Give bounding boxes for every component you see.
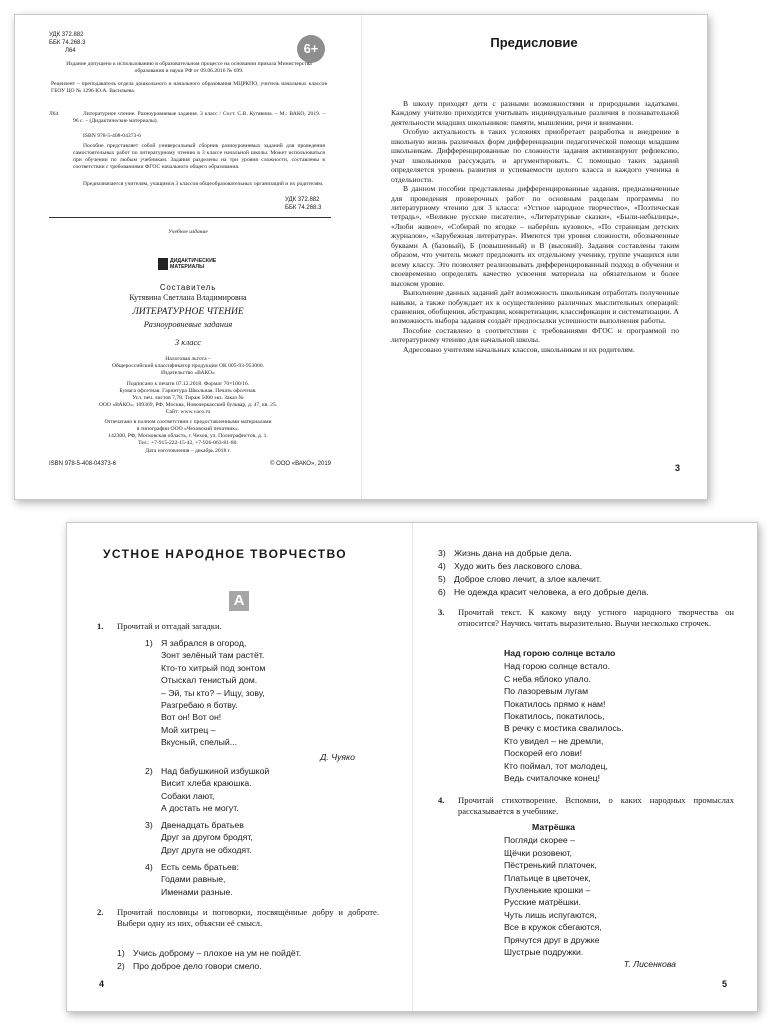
printing-note-1: Отпечатано в полном соответствии с предоставленными материалами xyxy=(104,419,272,425)
poem-line: Над горою солнце встало. xyxy=(504,661,611,672)
page-number-4: 4 xyxy=(99,979,105,989)
copyright: © ООО «ВАКО», 2019 xyxy=(269,461,331,467)
riddle-2-number: 2) xyxy=(145,766,153,776)
udk-right: УДК 372.882 xyxy=(285,197,320,203)
udk-label: УДК xyxy=(49,32,61,38)
printing-note-2: в типографии ООО «Чеховский печатник». xyxy=(136,426,240,432)
poem-2 xyxy=(504,821,704,971)
task-4-text: Прочитай стихотворение. Вспомни, о каких народных промыслах рассказывается в учебнике. xyxy=(458,795,734,816)
bbk-right: ББК 74.268.3 xyxy=(285,205,322,211)
book-title: ЛИТЕРАТУРНОЕ ЧТЕНИЕ xyxy=(132,307,244,317)
proverb-4-text: Худо жить без ласкового слова. xyxy=(454,561,583,571)
compiler-label: Составитель xyxy=(159,283,217,292)
bbk-label: ББК xyxy=(49,40,61,46)
approval-note: Издание допущено к использованию в образовательном процессе на основании приказа Министерства образования и науки РФ от 09.06.2016 № 699. xyxy=(66,61,312,74)
proverb-3-text: Жизнь дана на добрые дела. xyxy=(454,548,572,558)
riddle-line: Над бабушкиной избушкой xyxy=(161,766,270,776)
riddle-4-number: 4) xyxy=(145,862,153,872)
poem-line: Пухленькие крошки – xyxy=(504,885,591,896)
printing-note-4: Тел.: +7-915-222-15-42, +7-926-063-81-80. xyxy=(138,440,238,446)
tasks-page-right xyxy=(412,523,757,1011)
proverb-5-text: Доброе слово лечит, а злое калечит. xyxy=(454,574,602,584)
riddle-line: Разгребаю я ботву. xyxy=(161,700,238,711)
poem-1-title: Над горою солнце встало xyxy=(504,648,616,658)
poem-1 xyxy=(504,647,704,784)
page-number-5: 5 xyxy=(722,979,728,989)
riddle-line: Именами разные. xyxy=(161,886,233,897)
riddle-line: Я забрался в огород, xyxy=(161,638,247,648)
poem-line: Покатилось, покатилось, xyxy=(504,711,605,722)
riddle-line: – Эй, ты кто? – Ищу, зову, xyxy=(161,687,265,698)
riddle-1-author: Д. Чуяко xyxy=(320,751,355,762)
preface-title: Предисловие xyxy=(490,35,578,50)
sheets-info: Усл. печ. листов 7,78. Тираж 5000 экз. Заказ № xyxy=(132,395,244,401)
poem-line: Покатилось прямо к нам! xyxy=(504,698,606,709)
udk-code: 372.882 xyxy=(61,32,84,38)
publisher-logo xyxy=(158,258,218,270)
poem-line: Пёстренький платочек, xyxy=(504,860,597,871)
riddle-line: Отыскал тенистый дом. xyxy=(161,675,258,686)
preface-paragraph-2: Особую актуальность в таких условиях приобретает разработка и внедрение в школьную жизнь различных форм дифференциации педагогической помощи младшим школьникам. Дифференцированные по сложности задания активизируют рефлексию, учат школьников рассуждать и аргументировать. С помощью таких заданий определяется уровень развития и успеваемости целого класса и каждого ученика в отдельности. xyxy=(391,127,679,184)
poem-line: Поскорей его лови! xyxy=(504,748,583,759)
riddle-line: Годами равные, xyxy=(161,874,226,885)
logo-mark-icon xyxy=(158,258,168,270)
printing-note-3: 142300, РФ, Московская область, г. Чехов, ул. Полиграфистов, д. 1. xyxy=(108,433,268,439)
riddle-line: Друг друга не обходят. xyxy=(161,844,252,855)
preface-paragraph-3: В данном пособии представлены дифференцированные задания, предназначенные для проведения проверочных работ по основным разделам программы по литературному чтению для 3 класса: «Устное народное творчество», «Поэтическая тетрадь», «Великие русские писатели», «Литературные сказки», «Были-небылицы», «Люби живое», «Собирай по ягодке – наберёшь кузовок», «По страницам детских журналов», «Зарубежная литература». Имеются три уровня сложности, обозначенные буквами А (базовый), Б (повышенный) и В (высокий). Задания составлены таким образом, что учитель может предложить их отдельному ученику, группе учащихся или всему классу. Это позволяет реализовывать дифференцированный подход в обучении и своевременно определять качество усвоения материала на обязательном и более высоком уровне. xyxy=(391,184,679,288)
proverb-2-text: Про доброе дело говори смело. xyxy=(133,961,262,971)
age-rating-badge: 6+ xyxy=(297,35,325,63)
preface-paragraph-5: Пособие составлено в соответствии с требованиями ФГОС и программой по литературному чтению для начальной школы. xyxy=(391,325,679,345)
proverb-4-number: 4) xyxy=(438,561,446,571)
proverb-5-number: 5) xyxy=(438,574,446,584)
poem-line: По лазоревым лугам xyxy=(504,686,589,697)
poem-line: В речку с мостика свалилось. xyxy=(504,723,624,734)
publisher-address: ООО «ВАКО». 109369, РФ, Москва, Новочеркасский бульвар, д. 47, кв. 25. xyxy=(98,402,278,408)
bibliographic-record: Литературное чтение. Разноуровневые задания. 3 класс / Сост. С.В. Кутявина. – М.: ВАКО, 2019. – 96 с. – (Дидактические материалы). xyxy=(73,111,325,124)
riddle-line: Вкусный, спелый... xyxy=(161,737,238,748)
poem-line: Кто увидел – не дремли, xyxy=(504,735,604,746)
poem-line: Погляди скорее – xyxy=(504,835,575,846)
task-2-number: 2. xyxy=(97,907,104,917)
riddle-line: А достать не могут. xyxy=(161,803,239,814)
poem-2-title: Матрёшка xyxy=(532,822,575,832)
task-1-text: Прочитай и отгадай загадки. xyxy=(117,621,222,631)
paper-info: Бумага офсетная. Гарнитура Школьная. Печать офсетная. xyxy=(119,388,257,394)
riddle-1-number: 1) xyxy=(145,638,153,648)
page-number-3: 3 xyxy=(675,463,681,473)
book-spread-top xyxy=(14,14,708,500)
riddle-line: Мой хитрец – xyxy=(161,724,216,735)
reviewer-note: Рецензент – преподаватель отдела дошкольного и начального образования МЦРКПО, учитель начальных классов ГБОУ ЦО № 1296 Ю.А. Васильева. xyxy=(51,81,327,94)
tax-note: Налоговая льгота – xyxy=(165,356,211,362)
poem-line: Шустрые подружки. xyxy=(504,947,584,958)
preface-paragraph-6: Адресовано учителям начальных классов, школьникам и их родителям. xyxy=(403,344,635,354)
logo-line-1: ДИДАКТИЧЕСКИЕ xyxy=(170,258,217,264)
poem-line: Щёчки розовеют, xyxy=(504,847,572,858)
proverb-1-text: Учись доброму – плохое на ум не пойдёт. xyxy=(133,948,302,958)
annotation: Пособие представляет собой универсальный сборник разноуровневых заданий для проведения самостоятельных работ по литературному чтению в 3 классе начальной школы. Может использоваться при обучении по любым учебникам. Задания разделены на три уровня сложности, составлены в соответствии с требованиями ФГОС начального общего образования. xyxy=(73,143,325,170)
classification-block xyxy=(49,31,169,55)
okp-note: Общероссийский классификатор продукции ОК 005-93-953000. xyxy=(111,363,265,369)
riddle-line: Кто-то хитрый под зонтом xyxy=(161,662,266,673)
isbn-bottom: ISBN 978-5-408-04373-6 xyxy=(49,461,117,467)
task-1-number: 1. xyxy=(97,621,104,631)
preface-page xyxy=(361,15,707,499)
shelf-code-2: Л64 xyxy=(49,111,59,117)
compiler-name: Кутявина Светлана Владимировна xyxy=(129,293,247,302)
publisher-name: Издательство «ВАКО» xyxy=(161,370,215,376)
riddle-line: Друг за другом бродят, xyxy=(161,832,253,843)
proverb-1-number: 1) xyxy=(117,948,125,958)
preface-paragraph-4: Выполнение данных заданий даёт возможность школьникам отработать полученные навыки, а также побуждает их к осуществлению различных мыслительных операций: сравнения, обобщения, абстракции, конкретизации, классификации и систематизации. А возможность выбора задания создаёт предпосылки успешности выполнения работы. xyxy=(391,288,679,326)
poem-line: Платьице в цветочек, xyxy=(504,872,591,883)
grade: 3 класс xyxy=(174,337,202,347)
poem-line: Все в кружок сбегаются, xyxy=(504,922,602,933)
poem-line: Ведь считалочке конец! xyxy=(504,773,601,784)
poem-line: Русские матрёшки. xyxy=(504,897,581,908)
publisher-site: Сайт: www.vaco.ru xyxy=(165,409,211,415)
preface-body xyxy=(391,99,679,354)
riddle-line: Двенадцать братьев xyxy=(161,820,244,830)
poem-line: Чуть лишь испугаются, xyxy=(504,909,597,920)
edition-type: Учебное издание xyxy=(168,229,208,235)
task-4-number: 4. xyxy=(438,795,445,805)
riddle-line: Зонт зелёный там растёт. xyxy=(161,650,265,661)
riddle-line: Висит хлеба краюшка. xyxy=(161,778,252,789)
proverb-6-text: Не одежда красит человека, а его добрые дела. xyxy=(454,587,649,597)
tasks-page-left xyxy=(67,523,412,1011)
proverb-2-number: 2) xyxy=(117,961,125,971)
riddle-line: Вот он! Вот он! xyxy=(161,712,222,723)
preface-paragraph-1: В школу приходят дети с разными возможностями и природными задатками. Каждому учителю приходится учитывать индивидуальные различия в познавательной деятельности младших школьников: памяти, мышлении, речи и внимании. xyxy=(391,99,679,127)
book-spread-bottom xyxy=(66,522,758,1012)
proverb-6-number: 6) xyxy=(438,587,446,597)
audience-note: Предназначается учителям, учащимся 3 классов общеобразовательных организаций и их родителям. xyxy=(83,181,324,187)
poem-2-author: Т. Лисенкова xyxy=(623,959,676,970)
book-subtitle: Разноуровневые задания xyxy=(143,319,233,329)
poem-line: Прячутся друг в дружке xyxy=(504,934,600,945)
riddle-line: Собаки лают, xyxy=(161,790,215,801)
poem-line: С неба яблоко упало. xyxy=(504,673,591,684)
task-3-text: Прочитай текст. К какому виду устного народного творчества он относится? Научись читать выразительно. Выучи несколько строчек. xyxy=(458,607,734,628)
riddle-3-number: 3) xyxy=(145,820,153,830)
divider-line xyxy=(49,217,331,218)
imprint-page xyxy=(15,15,361,499)
task-2-text: Прочитай пословицы и поговорки, посвящённые добру и доброте. Выбери одну из них, объясни её смысл. xyxy=(117,907,379,928)
poem-line: Кто поймал, тот молодец, xyxy=(504,760,608,771)
task-3-number: 3. xyxy=(438,607,445,617)
proverb-3-number: 3) xyxy=(438,548,446,558)
riddle-line: Есть семь братьев: xyxy=(161,862,239,872)
level-a-badge: А xyxy=(229,591,249,611)
print-date: Подписано к печати 07.12.2018. Формат 70×100/16. xyxy=(126,381,250,387)
logo-line-2: МАТЕРИАЛЫ xyxy=(170,264,205,270)
bbk-code: 74.268.3 xyxy=(62,40,86,46)
shelf-code: Л64 xyxy=(65,48,76,54)
manufacture-date: Дата изготовления – декабрь 2018 г. xyxy=(145,448,231,454)
section-title: УСТНОЕ НАРОДНОЕ ТВОРЧЕСТВО xyxy=(103,547,348,561)
isbn-line: ISBN 978-5-408-04373-6 xyxy=(83,133,141,139)
